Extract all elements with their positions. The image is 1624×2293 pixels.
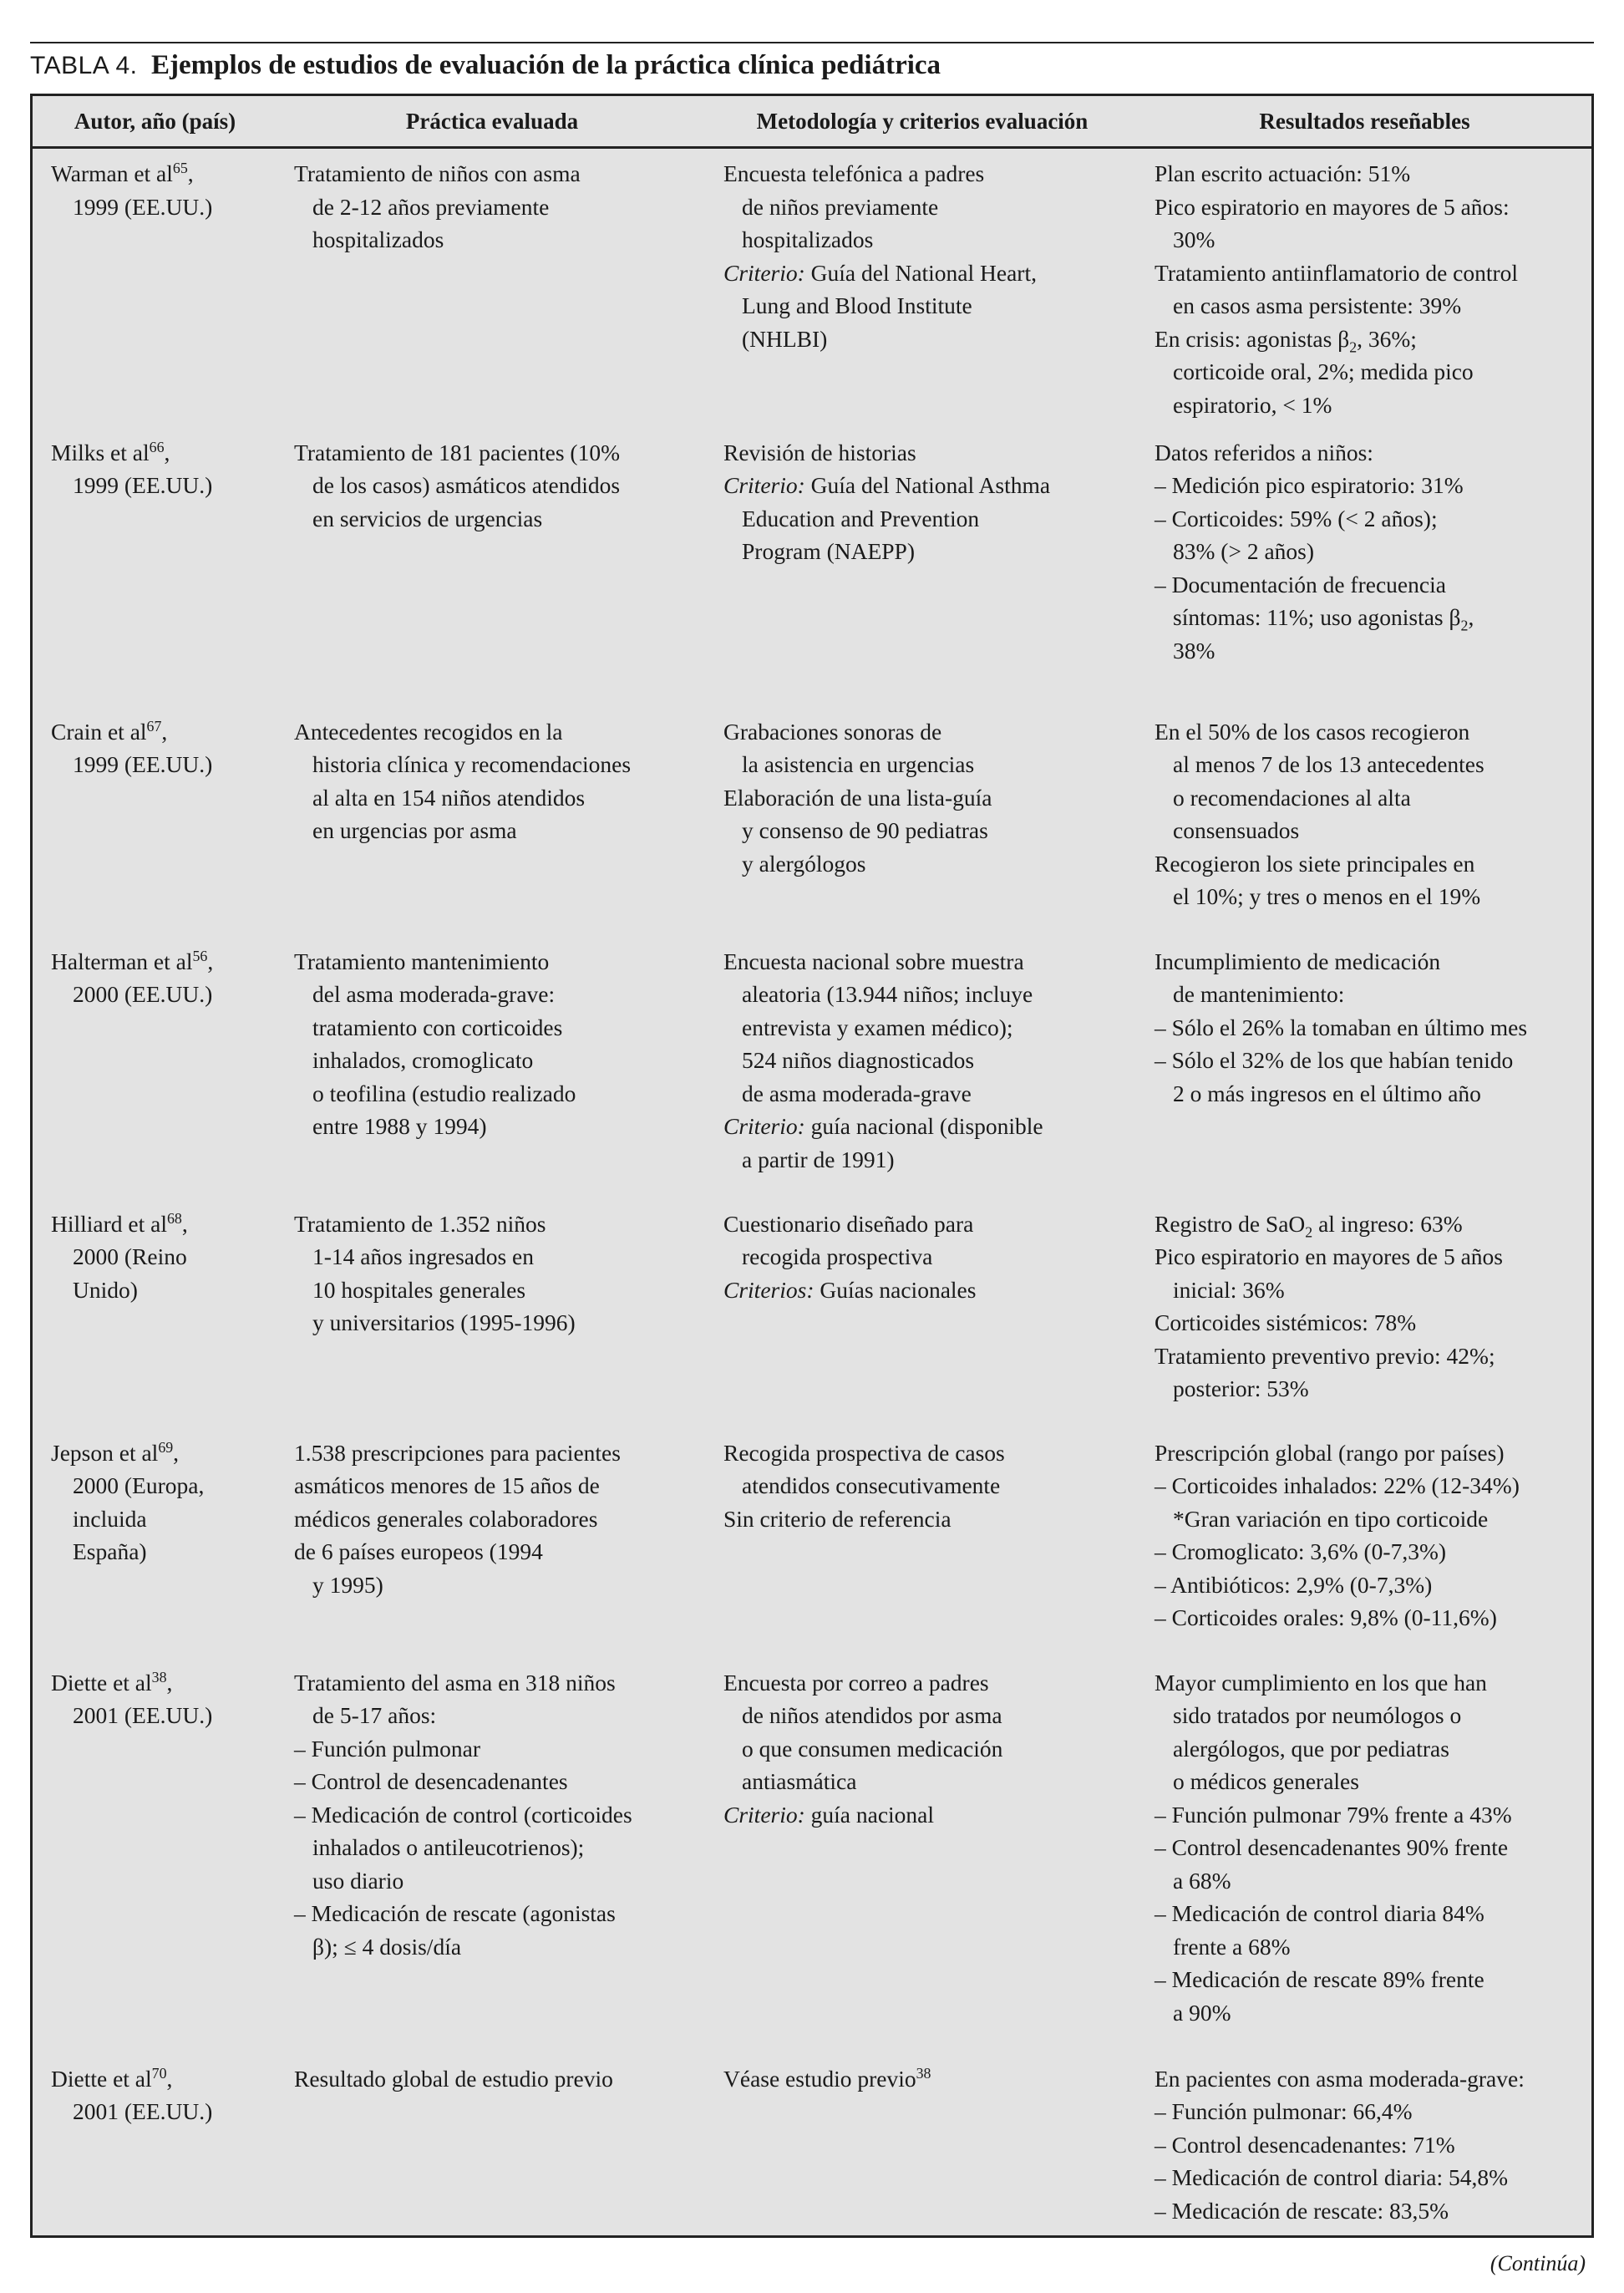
header-results: Resultados reseñables [1138,96,1591,148]
table-row [33,1428,1591,1658]
table-row [33,707,1591,937]
author-cell: Hilliard et $al^{68}$, 2000 (Reino Unido) [51,1209,188,1303]
top-rule [30,42,1594,43]
author-cell: Crain et $al^{67}$, 1999 (EE.UU.) [51,717,213,777]
table-label: TABLA 4. [30,52,138,79]
author-cell: Diette et $al^{70}$, 2001 (EE.UU.) [51,2064,213,2124]
studies-table [33,96,1591,2227]
results-cell: Datos referidos a niños: – Medición pico espiratorio: 31% – Corticoides: 59% (< 2 años); 83% (> 2 años) – Documentación de frecuencia síntomas: 11%; uso agonistas $\beta_2$, 38% [1155,439,1474,663]
method-cell: Grabaciones sonoras de la asistencia en urgencias Elaboración de una lista-guía y consenso de 90 pediatras y alergólogos [723,718,992,877]
method-cell: Cuestionario diseñado para recogida prospectiva Criterios: Guías nacionales [723,1210,977,1303]
results-cell: Mayor cumplimiento en los que han sido tratados por neumólogos o alergólogos, que por pediatras o médicos generales – Función pulmonar 79% frente a 43% – Control desencadenantes 90% frente a 68% – Medicación de control diaria 84% frente a 68% – Medicación de rescate 89% frente a 90% [1155,1669,1512,2026]
practice-cell: Tratamiento de 181 pacientes (10% de los casos) asmáticos atendidos en servicios de urgencias [294,439,621,531]
author-cell: Jepson et $al^{69}$, 2000 (Europa, incluida España) [51,1438,205,1564]
author-cell: Warman et $al^{65}$, 1999 (EE.UU.) [51,159,213,220]
author-cell: Halterman et $al^{56}$, 2000 (EE.UU.) [51,947,214,1007]
results-cell: Registro de SaO$_2$ al ingreso: 63% Pico espiratorio en mayores de 5 años inicial: 36% Corticoides sistémicos: 78% Tratamiento preventivo previo: 42%; posterior: 53% [1155,1210,1503,1401]
practice-cell: Antecedentes recogidos en la historia clínica y recomendaciones al alta en 154 niños atendidos en urgencias por asma [294,718,632,843]
practice-cell: Tratamiento del asma en 318 niños de 5-17 años: – Función pulmonar – Control de desencadenantes – Medicación de control (corticoides inhalados o antileucotrienos); uso diario – Medicación de rescate (agonistas β); ≤ 4 dosis/día [294,1669,632,1960]
author-cell: Milks et $al^{66}$, 1999 (EE.UU.) [51,438,213,498]
continues-note: (Continúa) [1490,2251,1586,2275]
studies-table-container [30,94,1594,2238]
table-row [33,1199,1591,1428]
header-method: Metodología y criterios evaluación [707,96,1138,148]
method-cell: Recogida prospectiva de casos atendidos consecutivamente Sin criterio de referencia [723,1439,1005,1532]
table-caption [30,48,1594,83]
table-title: Ejemplos de estudios de evaluación de la práctica clínica pediátrica [151,50,941,80]
results-cell: Incumplimiento de medicación de mantenimiento: – Sólo el 26% la tomaban en último mes – Sólo el 32% de los que habían tenido 2 o más ingresos en el último año [1155,948,1528,1106]
practice-cell: Tratamiento de 1.352 niños 1-14 años ingresados en 10 hospitales generales y universitarios (1995-1996) [294,1210,576,1335]
header-row [33,96,1591,148]
practice-cell: Resultado global de estudio previo [294,2065,613,2092]
results-cell: En pacientes con asma moderada-grave: – Función pulmonar: 66,4% – Control desencadenantes: 71% – Medicación de control diaria: 54,8% – Medicación de rescate: 83,5% [1155,2065,1525,2224]
table-row [33,148,1591,428]
practice-cell: 1.538 prescripciones para pacientes asmáticos menores de 15 años de médicos generales colaboradores de 6 países europeos (1994 y 1995) [294,1439,621,1598]
method-cell: Encuesta nacional sobre muestra aleatoria (13.944 niños; incluye entrevista y examen médico); 524 niños diagnosticados de asma moderada-grave Criterio: guía nacional (disponible a partir de 1991) [723,948,1043,1172]
practice-cell: Tratamiento mantenimiento del asma moderada-grave: tratamiento con corticoides inhalados, cromoglicato o teofilina (estudio realizado entre 1988 y 1994) [294,948,576,1139]
results-cell: Plan escrito actuación: 51% Pico espiratorio en mayores de 5 años: 30% Tratamiento antiinflamatorio de control en casos asma persistente: 39% En crisis: agonistas $\beta_2$, 36%; corticoide oral, 2%; medida pico espiratorio, < 1% [1155,160,1519,418]
table-row [33,428,1591,707]
method-cell: Encuesta telefónica a padres de niños previamente hospitalizados Criterio: Guía del National Heart, Lung and Blood Institute (NHLBI) [723,160,1037,352]
author-cell: Diette et $al^{38}$, 2001 (EE.UU.) [51,1668,213,1728]
header-practice: Práctica evaluada [277,96,707,148]
header-author: Autor, año (país) [33,96,277,148]
table-row [33,2054,1591,2228]
table-row [33,1658,1591,2054]
results-cell: En el 50% de los casos recogieron al menos 7 de los 13 antecedentes o recomendaciones al alta consensuados Recogieron los siete principales en el 10%; y tres o menos en el 19% [1155,718,1484,909]
practice-cell: Tratamiento de niños con asma de 2-12 años previamente hospitalizados [294,160,581,252]
results-cell: Prescripción global (rango por países) – Corticoides inhalados: 22% (12-34%) *Gran variación en tipo corticoide – Cromoglicato: 3,6% (0-7,3%) – Antibióticos: 2,9% (0-7,3%) – Corticoides orales: 9,8% (0-11,6%) [1155,1439,1520,1630]
table-row [33,937,1591,1199]
method-cell: Véase estudio previo$^{38}$ [723,2064,931,2092]
method-cell: Revisión de historias Criterio: Guía del National Asthma Education and Prevention Program (NAEPP) [723,439,1051,564]
method-cell: Encuesta por correo a padres de niños atendidos por asma o que consumen medicación antiasmática Criterio: guía nacional [723,1669,1003,1828]
